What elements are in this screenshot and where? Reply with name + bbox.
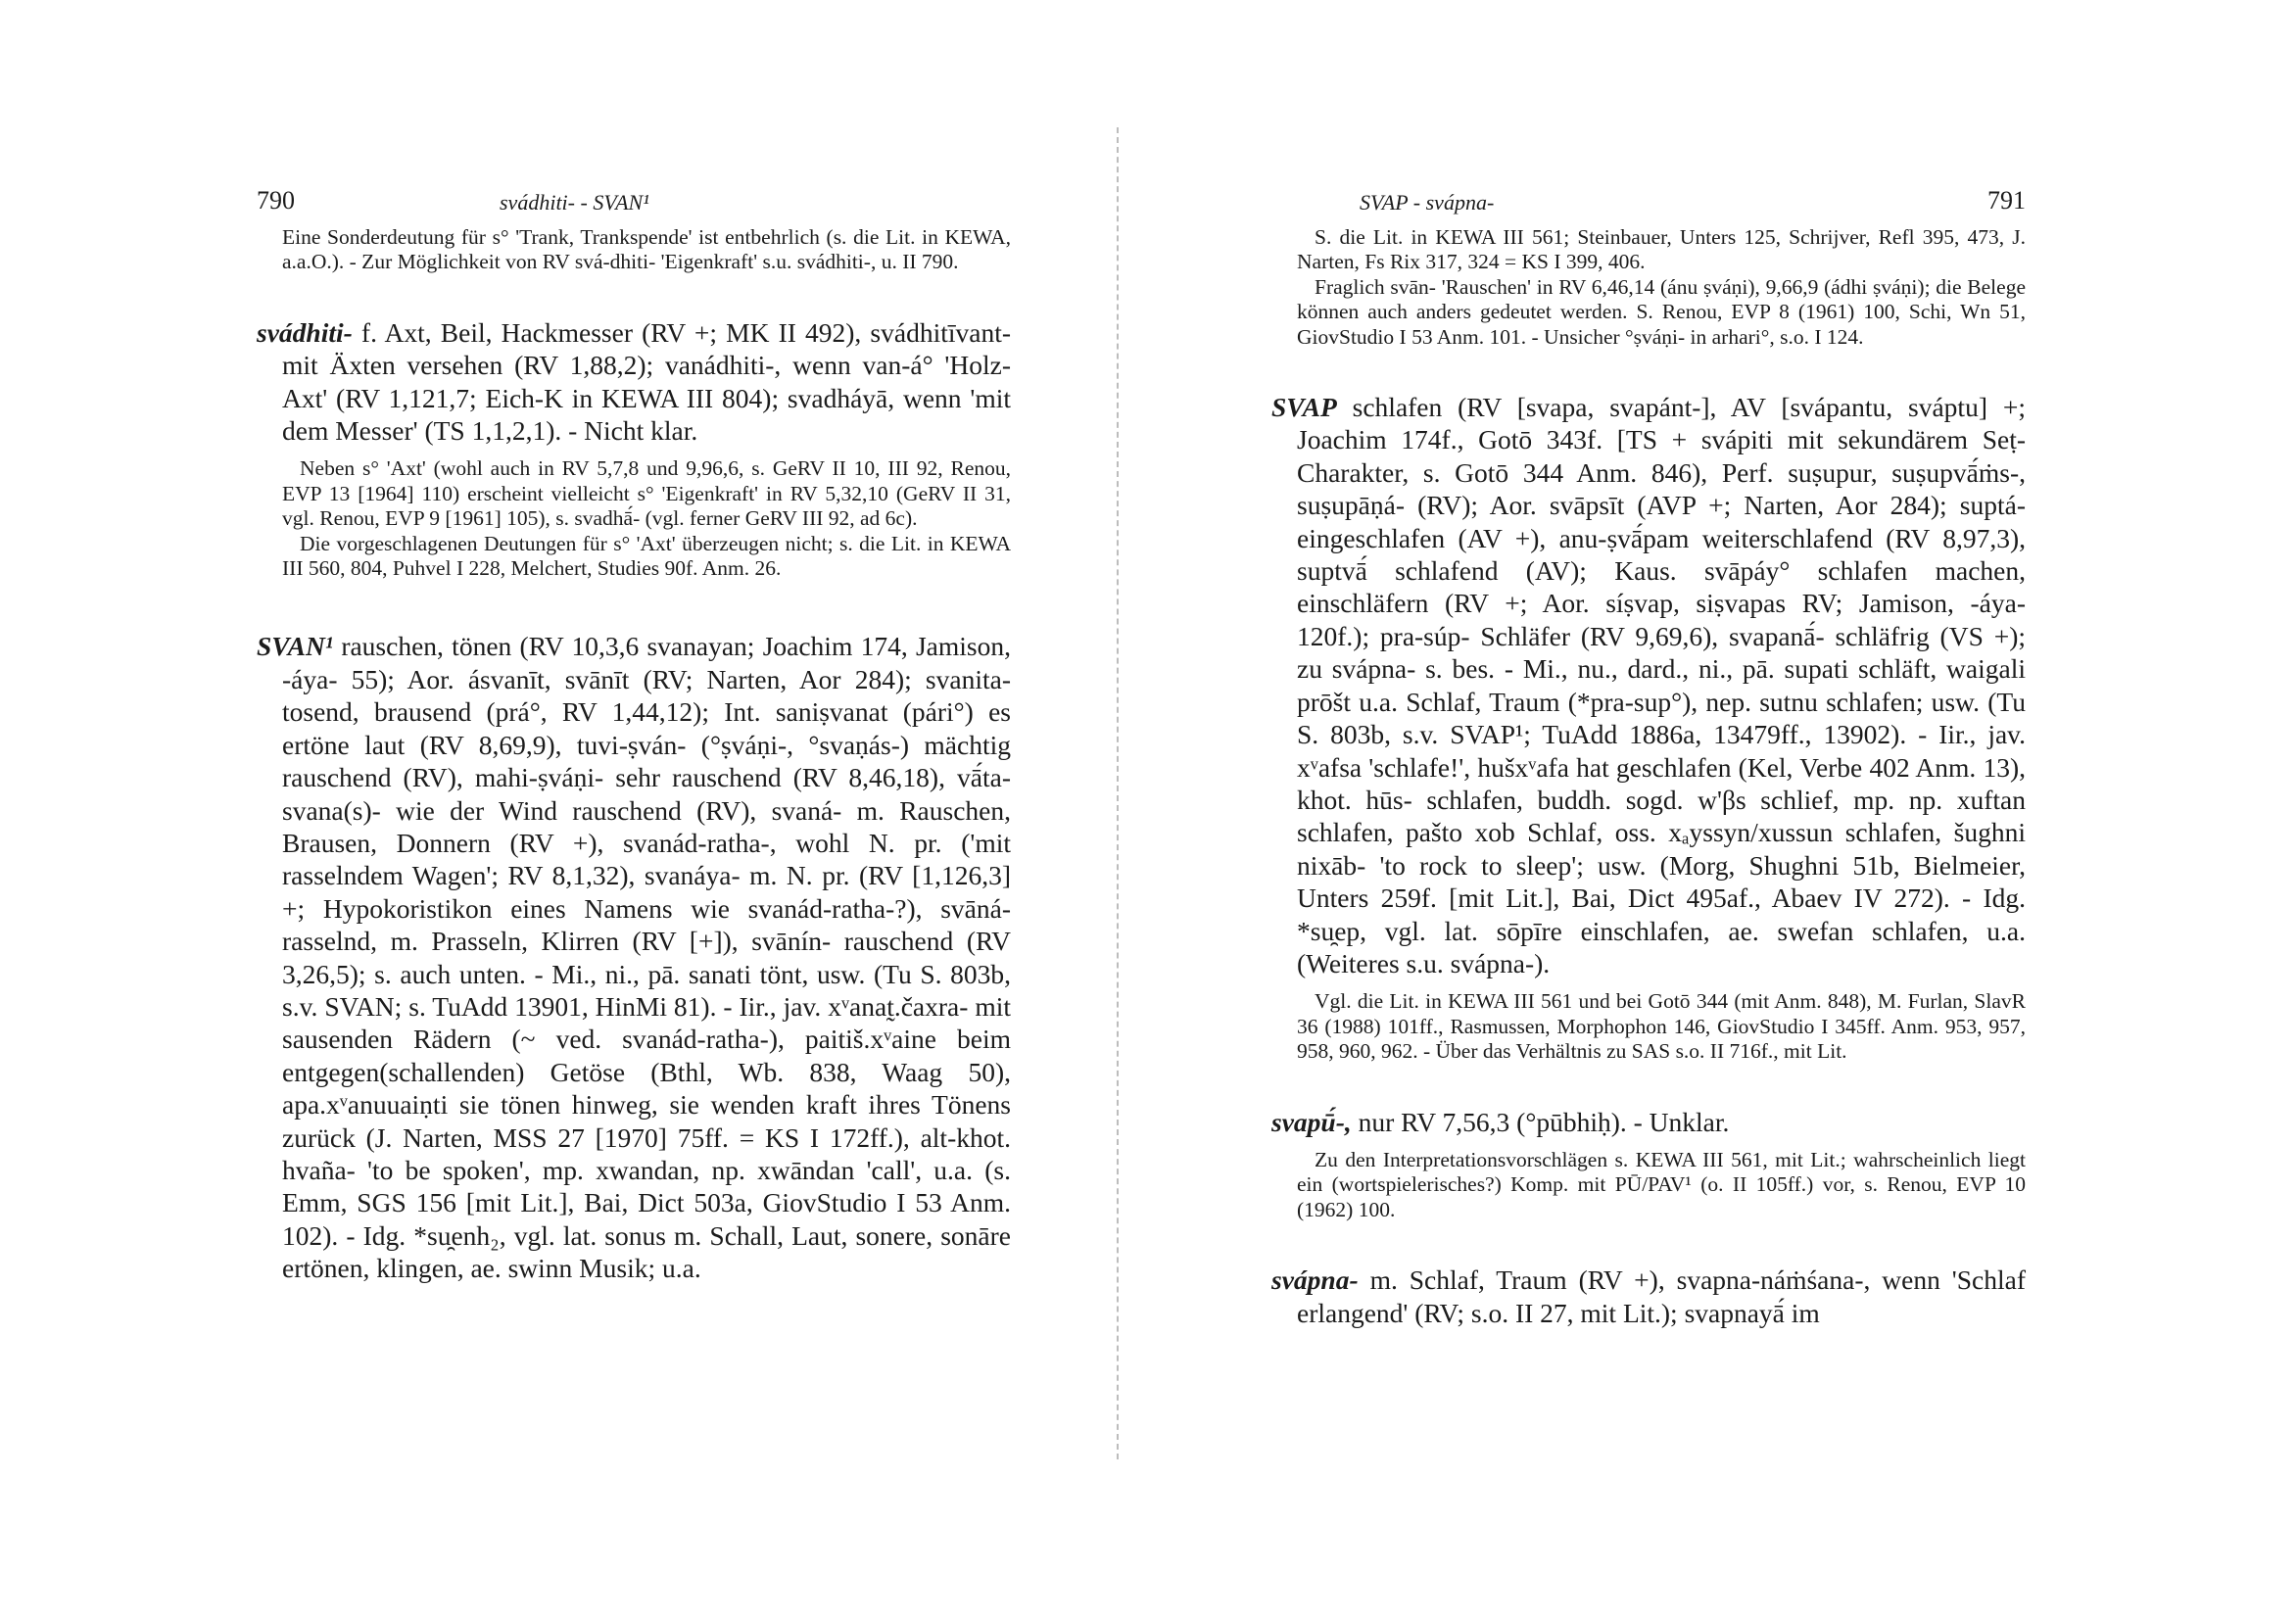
dictionary-entry [1271,1264,2026,1329]
right-page [1271,186,2026,1329]
page-number: 790 [257,186,295,215]
spacer [1271,1222,2026,1264]
entry-lemma: svapū́-, [1271,1106,1352,1137]
entry-lemma: SVAP [1271,392,1337,423]
entry-text: m. Schlaf, Traum (RV +), svapna-náṁśana-, wenn 'Schlaf erlangend' (RV; s.o. II 27, mit Lit.); svapnayā́ im [1297,1264,2027,1328]
spacer [257,447,1011,456]
dictionary-entry [257,630,1011,1284]
intro-note: Fraglich svān- 'Rauschen' in RV 6,46,14 (ánu ṣváṇi), 9,66,9 (ádhi ṣváṇi); die Belege können auch anders gedeutet werden. S. Renou, EVP 8 (1961) 100, Schi, Wn 51, GiovStudio I 53 Anm. 101. - Unsicher °ṣváṇi- in arhari°, s.o. I 124. [1297,274,2026,349]
left-page [257,186,1011,1285]
right-page-header [1271,186,2026,225]
spacer [257,275,1011,316]
entry-note: Vgl. die Lit. in KEWA III 561 und bei Gotō 344 (mit Anm. 848), M. Furlan, SlavR 36 (1988) 101ff., Rasmussen, Morphophon 146, GiovStudio I 345ff. Anm. 953, 957, 958, 960, 962. - Über das Verhältnis zu SAS s.o. II 716f., mit Lit. [1297,989,2026,1064]
intro-note: S. die Lit. in KEWA III 561; Steinbauer, Unters 125, Schrijver, Refl 395, 473, J. Narten, Fs Rix 317, 324 = KS I 399, 406. [1297,225,2026,274]
entry-lemma: svápna- [1271,1264,1359,1296]
entry-note: Zu den Interpretationsvorschlägen s. KEWA III 561, mit Lit.; wahrscheinlich liegt ein (wortspielerisches?) Komp. mit PŪ/PAV¹ (o. II 105ff.) vor, s. Renou, EVP 10 (1962) 100. [1297,1147,2026,1221]
entry-paragraph [1271,391,2026,979]
entry-paragraph [257,630,1011,1284]
intro-note: Eine Sonderdeutung für s° 'Trank, Trankspende' ist entbehrlich (s. die Lit. in KEWA, a.a.O.). - Zur Möglichkeit von RV svá-dhiti- 'Eigenkraft' s.u. svádhiti-, u. II 790. [282,225,1011,274]
page-gutter [1117,127,1119,1459]
entry-paragraph [1271,1264,2026,1329]
running-head: SVAP - svápna- [1360,190,1495,215]
entry-note: Neben s° 'Axt' (wohl auch in RV 5,7,8 und 9,96,6, s. GeRV II 10, III 92, Renou, EVP 13 [1964] 110) erscheint vielleicht s° 'Eigenkraft' in RV 5,32,10 (GeRV II 31, vgl. Renou, EVP 9 [1961] 105), s. svadhā́- (vgl. ferner GeRV III 92, ad 6c). [282,456,1011,531]
spacer [1271,350,2026,391]
entry-lemma: svádhiti- [257,316,353,348]
entry-text: schlafen (RV [svapa, svapánt-], AV [svápantu, sváptu] +; Joachim 174f., Gotō 343f. [TS + svápiti mit sekundärem Seṭ-Charakter, s. Gotō 344 Anm. 846), Perf. suṣupur, suṣupvā́ṁs-, suṣupāṇá- (RV); Aor. svāpsīt (AVP +; Narten, Aor 284); suptá- eingeschlafen (AV +), anu-ṣvā́pam weiterschlafend (RV 8,97,3), suptvā́ schlafend (AV); Kaus. svāpáy° schlafen machen, einschläfern (RV +; Aor. síṣvap, siṣvapas RV; Jamison, -áya- 120f.); pra-súp- Schläfer (RV 9,69,6), svapanā́- schläfrig (VS +); zu svápna- s. bes. - Mi., nu., dard., ni., pā. supati schläft, waigali prōšt u.a. Schlaf, Traum (*pra-sup°), nep. sutnu schlafen; usw. (Tu S. 803b, s.v. SVAP¹; TuAdd 1886a, 13479ff., 13902). - Iir., jav. xᵛafsa 'schlafe!', hušxᵛafa hat geschlafen (Kel, Verbe 402 Anm. 13), khot. hūs- schlafen, buddh. sogd. w'βs schlief, mp. np. xuftan schlafen, pašto xob Schlaf, oss. xₐyssyn/xussun schlafen, šughni nixāb- 'to rock to sleep'; usw. (Morg, Shughni 51b, Bielmeier, Unters 259f. [mit Lit.], Bai, Dict 495af., Abaev IV 272). - Idg. *su̯ep, vgl. lat. sōpīre einschlafen, ae. swefan schlafen, u.a. (Weiteres s.u. svápna-). [1297,392,2027,978]
running-head: svádhiti- - SVAN¹ [500,190,649,215]
entry-note: Die vorgeschlagenen Deutungen für s° 'Axt' überzeugen nicht; s. die Lit. in KEWA III 560, 804, Puhvel I 228, Melchert, Studies 90f. Anm. 26. [282,531,1011,581]
spacer [257,581,1011,630]
spacer [1271,1138,2026,1148]
spacer [1271,1065,2026,1106]
entry-paragraph [257,316,1011,448]
entry-text: rauschen, tönen (RV 10,3,6 svanayan; Joachim 174, Jamison, -áya- 55); Aor. ásvanīt, svānīt (RV; Narten, Aor 284); svanita- tosend, brausend (prá°, RV 1,44,12); Int. saniṣvanat (pári°) es ertöne laut (RV 8,69,9), tuvi-ṣván- (°ṣváṇi-, °svaṇás-) mächtig rauschend (RV), mahi-ṣváṇi- sehr rauschend (RV 8,46,18), vā́ta-svana(s)- wie der Wind rauschend (RV), svaná- m. Rauschen, Brausen, Donnern (RV +), svanád-ratha-, wohl N. pr. ('mit rasselndem Wagen'; RV 8,1,32), svanáya- m. N. pr. (RV [1,126,3] +; Hypokoristikon eines Namens wie svanád-ratha-?), svāná- rasselnd, m. Prasseln, Klirren (RV [+]), svānín- rauschend (RV 3,26,5); s. auch unten. - Mi., ni., pā. sanati tönt, usw. (Tu S. 803b, s.v. SVAN; s. TuAdd 13901, HinMi 81). - Iir., jav. xᵛanat̰.čaxra- mit sausenden Rädern (~ ved. svanád-ratha-), paitiš.xᵛaine beim entgegen(schallenden) Getöse (Bthl, Wb. 838, Waag 50), apa.xᵛanuuaiṇti sie tönen hinweg, sie wenden kraft ihres Tönens zurück (J. Narten, MSS 27 [1970] 75ff. = KS I 172ff.), alt-khot. hvaña- 'to be spoken', mp. xwandan, np. xwāndan 'call', u.a. (s. Emm, SGS 156 [mit Lit.], Bai, Dict 503a, GiovStudio I 53 Anm. 102). - Idg. *su̯enh₂, vgl. lat. sonus m. Schall, Laut, sonere, sonāre ertönen, klingen, ae. swinn Musik; u.a. [282,631,1011,1284]
entry-text: f. Axt, Beil, Hackmesser (RV +; MK II 492), svádhitīvant- mit Äxten versehen (RV 1,88,2); vanádhiti-, wenn van-á° 'Holz-Axt' (RV 1,121,7; Eich-K in KEWA III 804); svadháyā, wenn 'mit dem Messer' (TS 1,1,2,1). - Nicht klar. [282,316,1011,447]
dictionary-entry [1271,391,2026,1065]
entry-paragraph [1271,1106,2026,1138]
dictionary-entry [1271,1106,2026,1223]
dictionary-entry [257,316,1011,582]
page-number: 791 [1987,186,2026,215]
spacer [1271,979,2026,989]
left-page-header [257,186,1011,225]
entry-lemma: SVAN¹ [257,631,334,662]
entry-text: nur RV 7,56,3 (°pūbhiḥ). - Unklar. [1358,1106,1730,1137]
